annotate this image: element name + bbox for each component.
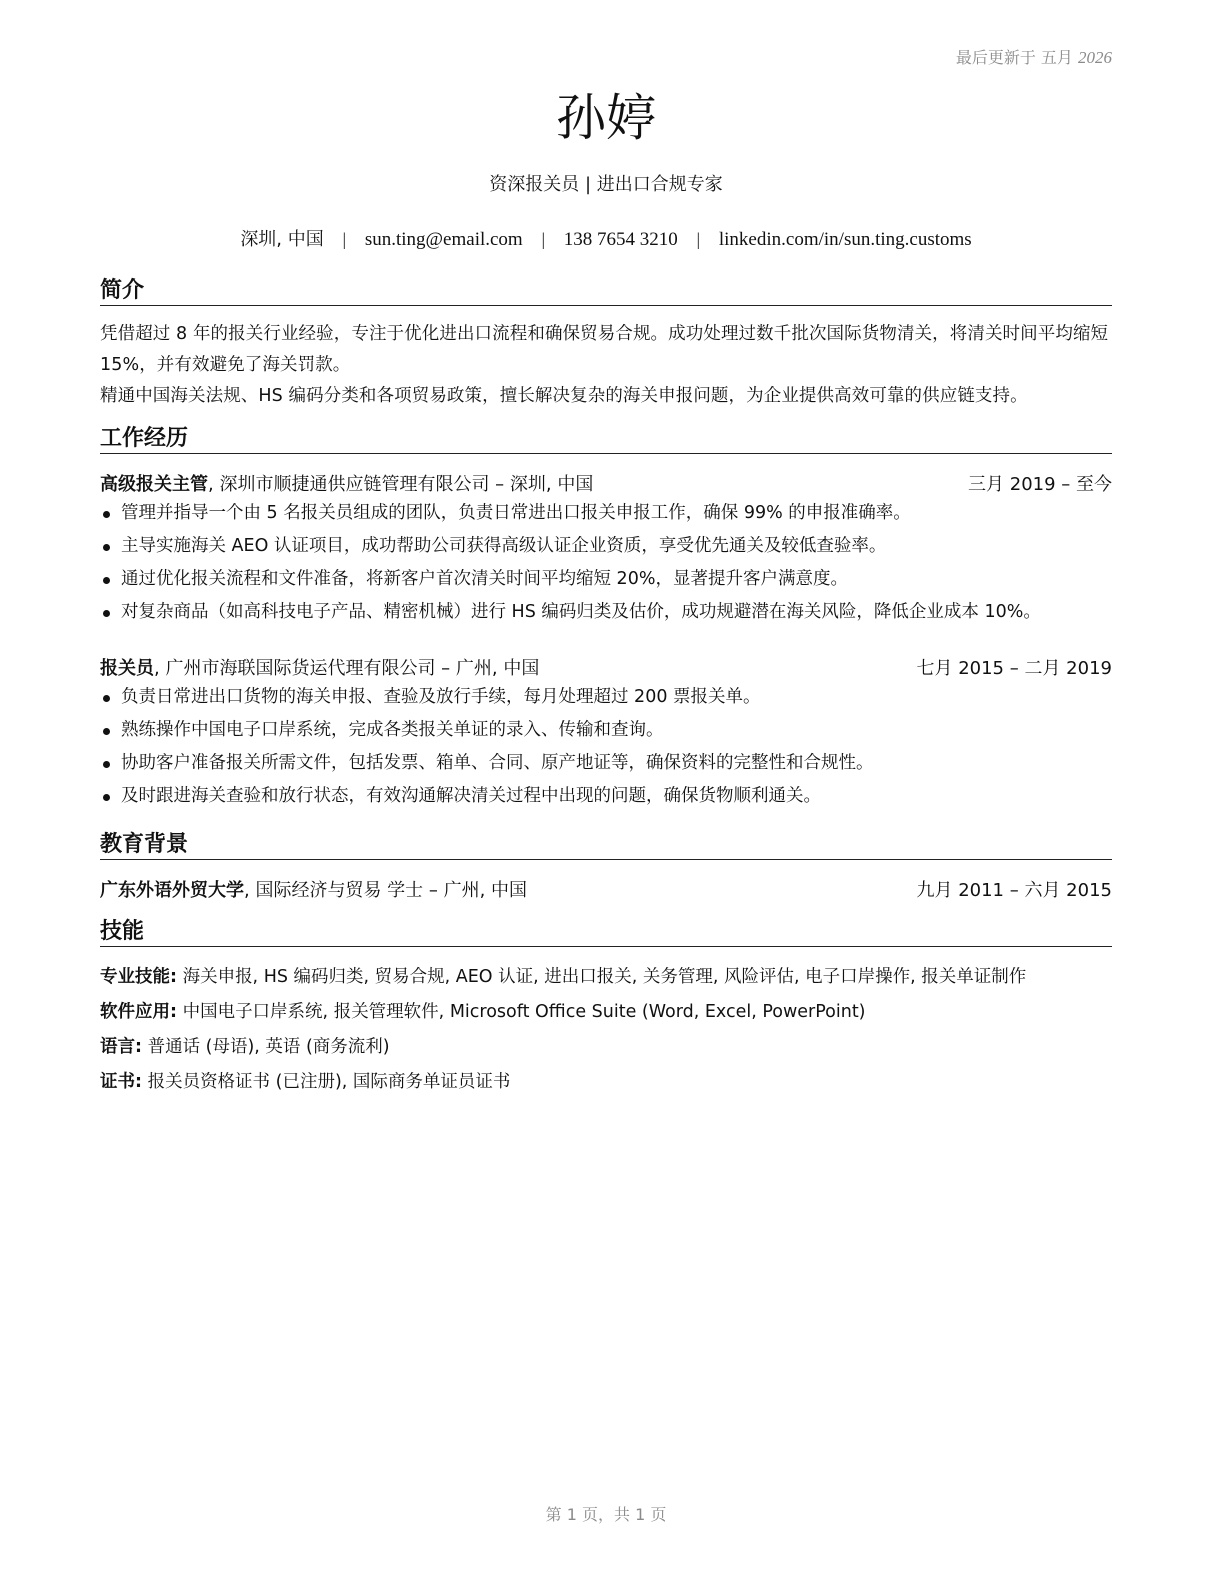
job-bullet: 通过优化报关流程和文件准备，将新客户首次清关时间平均缩短 20%，显著提升客户满意度。 bbox=[100, 563, 1112, 596]
job-header bbox=[100, 654, 1112, 680]
contact-separator: | bbox=[541, 229, 546, 249]
job-bullet: 熟练操作中国电子口岸系统，完成各类报关单证的录入、传输和查询。 bbox=[100, 714, 1112, 747]
contact-line bbox=[100, 225, 1112, 251]
contact-phone: 138 7654 3210 bbox=[563, 229, 678, 250]
skill-value: 海关申报, HS 编码归类, 贸易合规, AEO 认证, 进出口报关, 关务管理, 风险评估, 电子口岸操作, 报关单证制作 bbox=[177, 967, 1027, 987]
job-role: 高级报关主管 bbox=[100, 474, 208, 495]
job-header bbox=[100, 470, 1112, 496]
summary-paragraph: 精通中国海关法规、HS 编码分类和各项贸易政策，擅长解决复杂的海关申报问题，为企业提供高效可靠的供应链支持。 bbox=[100, 386, 1028, 406]
skill-label: 专业技能: bbox=[100, 967, 177, 987]
job-bullet: 协助客户准备报关所需文件，包括发票、箱单、合同、原产地证等，确保资料的完整性和合规性。 bbox=[100, 747, 1112, 780]
candidate-name: 孙婷 bbox=[556, 89, 656, 147]
skill-line bbox=[100, 1033, 1112, 1058]
job-bullet: 及时跟进海关查验和放行状态，有效沟通解决清关过程中出现的问题，确保货物顺利通关。 bbox=[100, 780, 1112, 813]
job-bullet: 对复杂商品（如高科技电子产品、精密机械）进行 HS 编码归类及估价，成功规避潜在海关风险，降低企业成本 10%。 bbox=[100, 596, 1112, 629]
section-heading-experience: 工作经历 bbox=[100, 426, 1112, 454]
resume-page bbox=[100, 0, 1112, 1584]
summary-paragraph: 凭借超过 8 年的报关行业经验，专注于优化进出口流程和确保贸易合规。成功处理过数千批次国际货物清关，将清关时间平均缩短 15%，并有效避免了海关罚款。 bbox=[100, 324, 1109, 375]
education-entry bbox=[100, 876, 1112, 902]
last-updated bbox=[956, 45, 1112, 68]
job-bullet: 管理并指导一个由 5 名报关员组成的团队，负责日常进出口报关申报工作，确保 99% 的申报准确率。 bbox=[100, 497, 1112, 530]
skill-value: 普通话 (母语), 英语 (商务流利) bbox=[142, 1037, 390, 1057]
contact-separator: | bbox=[342, 229, 347, 249]
job-bullet-list bbox=[100, 497, 1112, 629]
job-dates: 七月 2015 – 二月 2019 bbox=[916, 658, 1112, 679]
contact-linkedin-link[interactable]: linkedin.com/in/sun.ting.customs bbox=[718, 229, 972, 250]
skill-value: 报关员资格证书 (已注册), 国际商务单证员证书 bbox=[142, 1072, 511, 1092]
job-dates: 三月 2019 – 至今 bbox=[968, 474, 1112, 495]
contact-email[interactable]: sun.ting@email.com bbox=[364, 229, 523, 250]
page-number-footer: 第 1 页，共 1 页 bbox=[545, 1505, 667, 1524]
skill-line bbox=[100, 1068, 1112, 1093]
skill-label: 软件应用: bbox=[100, 1002, 177, 1022]
candidate-title: 资深报关员 | 进出口合规专家 bbox=[489, 174, 723, 195]
skill-line bbox=[100, 998, 1112, 1023]
skill-label: 证书: bbox=[100, 1072, 142, 1092]
education-detail: , 国际经济与贸易 学士 – 广州, 中国 bbox=[244, 880, 528, 901]
job-company: , 广州市海联国际货运代理有限公司 – 广州, 中国 bbox=[154, 658, 540, 679]
last-updated-prefix: 最后更新于 五月 bbox=[955, 48, 1073, 67]
contact-separator: | bbox=[696, 229, 701, 249]
skill-value: 中国电子口岸系统, 报关管理软件, Microsoft Office Suite (Word, Excel, PowerPoint) bbox=[177, 1002, 866, 1022]
job-role: 报关员 bbox=[100, 658, 154, 679]
section-heading-summary: 简介 bbox=[100, 278, 1112, 306]
job-bullet: 主导实施海关 AEO 认证项目，成功帮助公司获得高级认证企业资质，享受优先通关及较低查验率。 bbox=[100, 530, 1112, 563]
last-updated-year: 2026 bbox=[1078, 48, 1112, 67]
job-company: , 深圳市顺捷通供应链管理有限公司 – 深圳, 中国 bbox=[208, 474, 594, 495]
education-dates: 九月 2011 – 六月 2015 bbox=[916, 880, 1112, 901]
section-heading-education: 教育背景 bbox=[100, 832, 1112, 860]
contact-location: 深圳, 中国 bbox=[240, 229, 324, 250]
job-bullet-list bbox=[100, 681, 1112, 813]
skill-line bbox=[100, 963, 1112, 988]
skill-label: 语言: bbox=[100, 1037, 142, 1057]
job-bullet: 负责日常进出口货物的海关申报、查验及放行手续，每月处理超过 200 票报关单。 bbox=[100, 681, 1112, 714]
education-school: 广东外语外贸大学 bbox=[100, 880, 244, 901]
section-heading-skills: 技能 bbox=[100, 919, 1112, 947]
